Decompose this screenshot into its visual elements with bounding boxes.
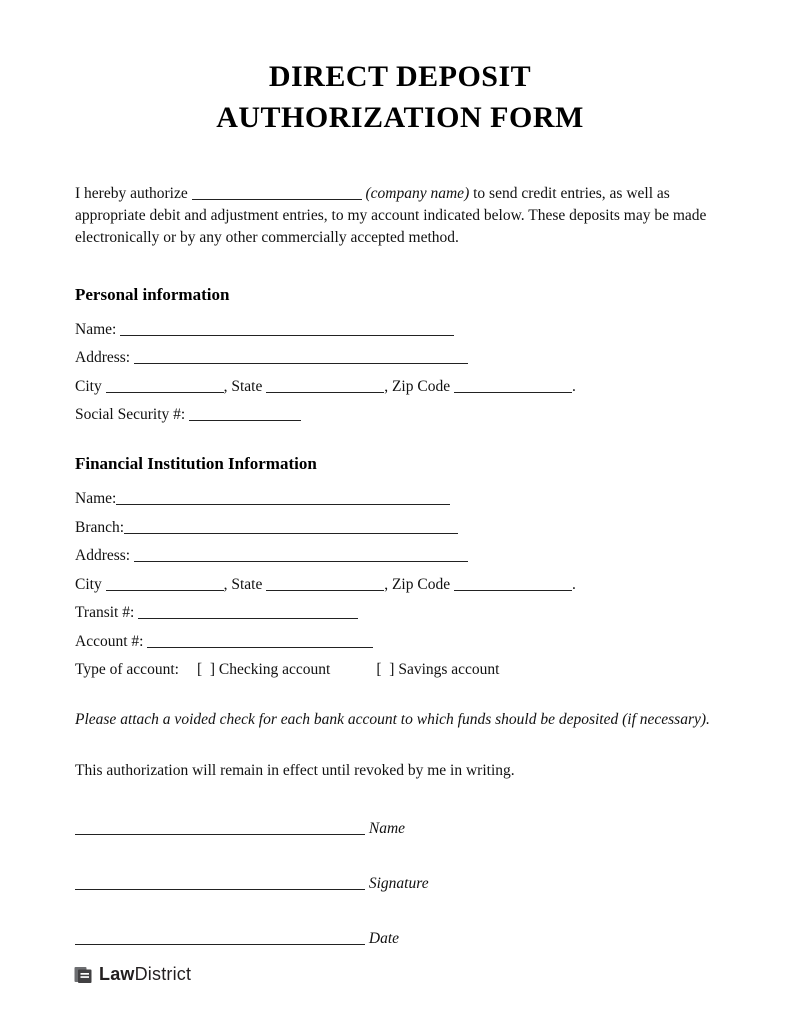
financial-city-blank[interactable] bbox=[106, 579, 224, 591]
personal-address-row bbox=[75, 349, 725, 367]
financial-transit-blank[interactable] bbox=[138, 607, 358, 619]
signature-signature-blank[interactable] bbox=[75, 878, 365, 890]
personal-ssn-blank[interactable] bbox=[189, 409, 301, 421]
brand-text-bold: Law bbox=[99, 964, 135, 984]
personal-ssn-label: Social Security #: bbox=[75, 406, 186, 424]
account-type-row bbox=[75, 661, 725, 679]
signature-signature-row bbox=[75, 875, 725, 893]
financial-account-blank[interactable] bbox=[147, 636, 373, 648]
personal-zip-blank[interactable] bbox=[454, 381, 572, 393]
financial-branch-row bbox=[75, 519, 725, 537]
financial-address-label: Address: bbox=[75, 547, 131, 565]
personal-address-label: Address: bbox=[75, 349, 131, 367]
personal-city-row-period: . bbox=[571, 377, 576, 395]
personal-address-blank[interactable] bbox=[134, 352, 468, 364]
financial-city-label: City bbox=[75, 575, 102, 593]
financial-state-label: , State bbox=[223, 575, 263, 593]
personal-city-label: City bbox=[75, 377, 102, 395]
form-title bbox=[75, 56, 725, 139]
financial-state-blank[interactable] bbox=[266, 579, 384, 591]
financial-branch-blank[interactable] bbox=[124, 522, 458, 534]
savings-label: Savings account bbox=[398, 661, 500, 679]
voided-check-note: Please attach a voided check for each bank account to which funds should be deposited (if necessary). bbox=[75, 711, 710, 729]
financial-account-label: Account #: bbox=[75, 632, 144, 650]
checking-option bbox=[197, 661, 330, 678]
personal-name-blank[interactable] bbox=[120, 324, 454, 336]
form-title-line-2: AUTHORIZATION FORM bbox=[216, 101, 584, 135]
personal-city-blank[interactable] bbox=[106, 381, 224, 393]
checking-checkbox[interactable]: [ ] bbox=[196, 661, 216, 679]
signature-signature-label: Signature bbox=[368, 875, 429, 893]
intro-text-after: to send credit entries, as well as appropriate debit and adjustment entries, to my account indicated below. These deposits may be made electronically or by any other commercially accepted method. bbox=[75, 184, 707, 246]
financial-zip-label: , Zip Code bbox=[384, 575, 451, 593]
signature-name-label: Name bbox=[368, 820, 406, 838]
personal-ssn-row bbox=[75, 406, 725, 424]
savings-checkbox[interactable]: [ ] bbox=[376, 661, 395, 679]
personal-zip-label: , Zip Code bbox=[384, 377, 451, 395]
brand-text bbox=[99, 964, 191, 985]
signature-name-blank[interactable] bbox=[75, 823, 365, 835]
signature-date-blank[interactable] bbox=[75, 933, 365, 945]
personal-state-label: , State bbox=[223, 377, 263, 395]
intro-text-before: I hereby authorize bbox=[75, 184, 188, 202]
financial-name-row bbox=[75, 490, 725, 508]
financial-address-row bbox=[75, 547, 725, 565]
financial-branch-label: Branch: bbox=[75, 518, 125, 536]
signature-date-row bbox=[75, 930, 725, 948]
financial-zip-blank[interactable] bbox=[454, 579, 572, 591]
company-name-blank[interactable] bbox=[192, 188, 362, 200]
financial-name-blank[interactable] bbox=[116, 493, 450, 505]
financial-transit-row bbox=[75, 604, 725, 622]
personal-name-label: Name: bbox=[75, 320, 117, 338]
revocation-note: This authorization will remain in effect until revoked by me in writing. bbox=[75, 762, 515, 780]
intro-paragraph bbox=[75, 183, 725, 249]
financial-section-heading: Financial Institution Information bbox=[75, 454, 317, 474]
financial-city-row bbox=[75, 576, 725, 594]
signature-date-label: Date bbox=[368, 930, 400, 948]
personal-section-heading: Personal information bbox=[75, 284, 230, 304]
personal-city-row bbox=[75, 378, 725, 396]
personal-name-row bbox=[75, 321, 725, 339]
financial-city-row-period: . bbox=[571, 575, 576, 593]
form-title-line-1: DIRECT DEPOSIT bbox=[268, 60, 532, 93]
brand-text-regular: District bbox=[134, 964, 192, 984]
footer-brand bbox=[73, 964, 191, 985]
account-type-label: Type of account: bbox=[75, 661, 179, 679]
checking-label: Checking account bbox=[218, 661, 331, 679]
lawdistrict-logo-icon bbox=[73, 965, 93, 985]
company-name-hint: (company name) bbox=[365, 184, 470, 202]
personal-state-blank[interactable] bbox=[266, 381, 384, 393]
savings-option bbox=[376, 661, 499, 678]
financial-name-label: Name: bbox=[75, 490, 117, 508]
financial-address-blank[interactable] bbox=[134, 550, 468, 562]
signature-name-row bbox=[75, 820, 725, 838]
financial-account-row bbox=[75, 633, 725, 651]
financial-transit-label: Transit #: bbox=[75, 604, 135, 622]
